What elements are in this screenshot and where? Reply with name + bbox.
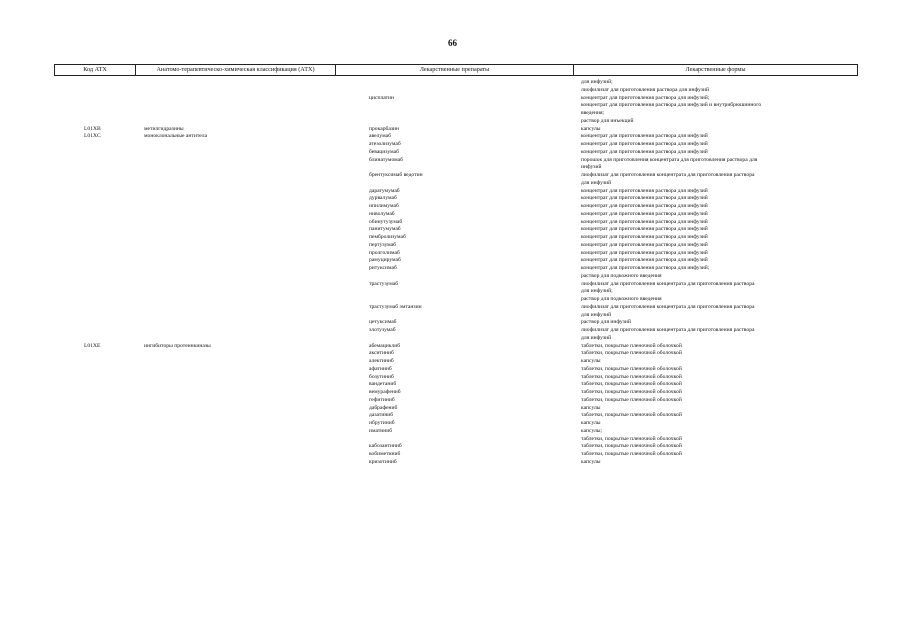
dosage-form: порошок для приготовления концентрата для приготовления раствора для [581,156,758,163]
dosage-form: концентрат для приготовления раствора для инфузий [581,203,708,209]
drug-name: дурвалумаб [369,195,397,202]
drug-name: ибрутиниб [369,420,395,426]
drug-name: афатиниб [369,365,392,372]
table-row [0,172,905,180]
header-classification: Анатомо-терапевтическо-химическая классификация (АТХ) [136,65,336,75]
dosage-form: капсулы [581,358,601,364]
table-row [0,234,905,242]
dosage-form: для инфузий [581,179,612,186]
dosage-form: таблетки, покрытые пленочной оболочкой [581,389,682,395]
dosage-form: концентрат для приготовления раствора для инфузий [581,148,708,155]
table-row [0,304,905,312]
atc-classification: моноклональные антитела [144,133,208,140]
dosage-form: капсулы [581,458,601,465]
dosage-form: раствор для инфузий [581,319,631,326]
header-drugs: Лекарственные препараты [336,65,574,75]
table-row [0,405,905,413]
drug-name: гефитиниб [369,396,395,403]
table-row [0,265,905,273]
drug-name: элотузумаб [369,327,396,333]
drug-name: дазатиниб [369,412,394,419]
table-row [0,319,905,327]
dosage-form: инфузий [581,164,602,171]
drug-name: цисплатин [369,94,395,101]
table-row [0,412,905,420]
table-row [0,180,905,188]
table-row [0,149,905,157]
dosage-form: раствор для подкожного введения [581,272,662,279]
dosage-form: концентрат для приготовления раствора для инфузий [581,141,708,147]
atc-classification: ингибиторы протеинкиназы [144,342,211,349]
atc-code: L01XE [84,342,101,349]
drug-name: кобиметиниб [369,451,401,457]
table-row [0,389,905,397]
table-row [0,459,905,467]
dosage-form: концентрат для приготовления раствора для инфузий; [581,265,710,271]
table-row [0,164,905,172]
dosage-form: концентрат для приготовления раствора для инфузий [581,133,708,140]
dosage-form: для инфузий [581,334,612,341]
page-number: 66 [448,38,457,48]
dosage-form: концентрат для приготовления раствора для инфузий [581,226,708,233]
drug-name: атезолизумаб [369,141,401,147]
drug-name: пембролизумаб [369,234,406,240]
drug-name: акситиниб [369,350,394,357]
table-row [0,126,905,134]
drug-name: кабозантиниб [369,443,402,450]
drug-name: прокарбазин [369,125,400,132]
table-row [0,343,905,351]
table-row [0,350,905,358]
dosage-form: для инфузий; [581,288,613,295]
dosage-form: раствор для подкожного введения [581,296,662,302]
header-forms: Лекарственные формы [685,66,746,73]
drug-name: трастузумаб [369,280,399,287]
dosage-form: концентрат для приготовления раствора для инфузий и внутрибрюшинного [581,102,762,109]
dosage-form: лиофилизат для приготовления концентрата для приготовления раствора [581,172,755,178]
table-row [0,420,905,428]
drug-name: цетуксимаб [369,319,397,326]
dosage-form: таблетки, покрытые пленочной оболочкой [581,350,682,357]
drug-name: вандетаниб [369,381,397,388]
atc-code: L01XB [84,125,101,132]
dosage-form: лиофилизат для приготовления концентрата для приготовления раствора [581,280,755,287]
dosage-form: капсулы [581,125,601,132]
dosage-form: таблетки, покрытые пленочной оболочкой [581,381,682,388]
header-code: Код АТХ [55,65,136,75]
table-row [0,358,905,366]
dosage-form: таблетки, покрытые пленочной оболочкой [581,412,682,419]
table-row [0,381,905,389]
drug-name: пертузумаб [369,241,397,248]
dosage-form: таблетки, покрытые пленочной оболочкой [581,396,682,403]
table-row [0,79,905,87]
table-row [0,110,905,118]
table-row [0,273,905,281]
drug-name: кризотиниб [369,458,397,465]
drug-name: иматиниб [369,427,393,434]
dosage-form: концентрат для приготовления раствора для инфузий [581,187,708,194]
drug-name: дабрафениб [369,404,398,411]
table-row [0,335,905,343]
dosage-form: капсулы [581,420,601,426]
dosage-form: таблетки, покрытые пленочной оболочкой [581,451,682,457]
drug-name: пролголимаб [369,249,400,256]
drug-name: ниволумаб [369,210,395,217]
table-header [54,64,858,76]
table-row [0,95,905,103]
table-row [0,257,905,265]
table-row [0,436,905,444]
dosage-form: лиофилизат для приготовления раствора для инфузий [581,86,709,93]
table-row [0,203,905,211]
table-row [0,312,905,320]
dosage-form: таблетки, покрытые пленочной оболочкой [581,435,682,442]
drug-name: панитумумаб [369,226,401,233]
dosage-form: капсулы [581,404,601,411]
table-row [0,188,905,196]
dosage-form: концентрат для приготовления раствора для инфузий; [581,94,710,101]
dosage-form: для инфузий [581,311,612,318]
table-row [0,281,905,289]
dosage-form: концентрат для приготовления раствора для инфузий [581,218,708,225]
dosage-form: введения; [581,110,605,116]
table-row [0,451,905,459]
drug-name: даратумумаб [369,187,400,194]
dosage-form: лиофилизат для приготовления концентрата для приготовления раствора [581,327,755,333]
table-row [0,397,905,405]
atc-code: L01XC [84,133,101,140]
drug-name: алектиниб [369,358,394,364]
table-row [0,157,905,165]
dosage-form: капсулы; [581,427,603,434]
atc-classification: метилгидразины [144,125,184,132]
table-row [0,195,905,203]
dosage-form: концентрат для приготовления раствора для инфузий [581,257,708,264]
dosage-form: лиофилизат для приготовления концентрата для приготовления раствора [581,303,755,310]
table-row [0,288,905,296]
dosage-form: концентрат для приготовления раствора для инфузий [581,210,708,217]
drug-name: блинатумомаб [369,156,403,163]
dosage-form: концентрат для приготовления раствора для инфузий [581,249,708,256]
table-row [0,141,905,149]
table-row [0,242,905,250]
drug-name: ипилимумаб [369,203,399,209]
table-row [0,102,905,110]
table-row [0,133,905,141]
table-row [0,327,905,335]
drug-name: бевацизумаб [369,148,399,155]
table-row [0,374,905,382]
dosage-form: таблетки, покрытые пленочной оболочкой [581,373,682,380]
drug-name: брентуксимаб ведотин [369,172,423,178]
table-row [0,296,905,304]
table-row [0,211,905,219]
table-row [0,443,905,451]
table-row [0,366,905,374]
drug-name: трастузумаб эмтанзин [369,303,422,310]
drug-name: бозутиниб [369,373,394,380]
dosage-form: таблетки, покрытые пленочной оболочкой [581,365,682,372]
table-row [0,250,905,258]
drug-name: рамуцирумаб [369,257,401,264]
table-row [0,226,905,234]
dosage-form: таблетки, покрытые пленочной оболочкой [581,342,682,349]
dosage-form: концентрат для приготовления раствора для инфузий [581,195,708,202]
dosage-form: раствор для инъекций [581,117,634,124]
dosage-form: концентрат для приготовления раствора для инфузий [581,241,708,248]
table-row [0,219,905,227]
dosage-form: для инфузий; [581,79,613,85]
table-row [0,428,905,436]
drug-name: ритуксимаб [369,265,397,271]
table-body [0,79,905,467]
table-row [0,87,905,95]
drug-name: авелумаб [369,133,391,140]
drug-name: обинутузумаб [369,218,403,225]
drug-name: абемациклиб [369,342,401,349]
dosage-form: концентрат для приготовления раствора для инфузий [581,234,708,240]
dosage-form: таблетки, покрытые пленочной оболочкой [581,443,682,450]
table-row [0,118,905,126]
drug-name: вемурафениб [369,389,401,395]
